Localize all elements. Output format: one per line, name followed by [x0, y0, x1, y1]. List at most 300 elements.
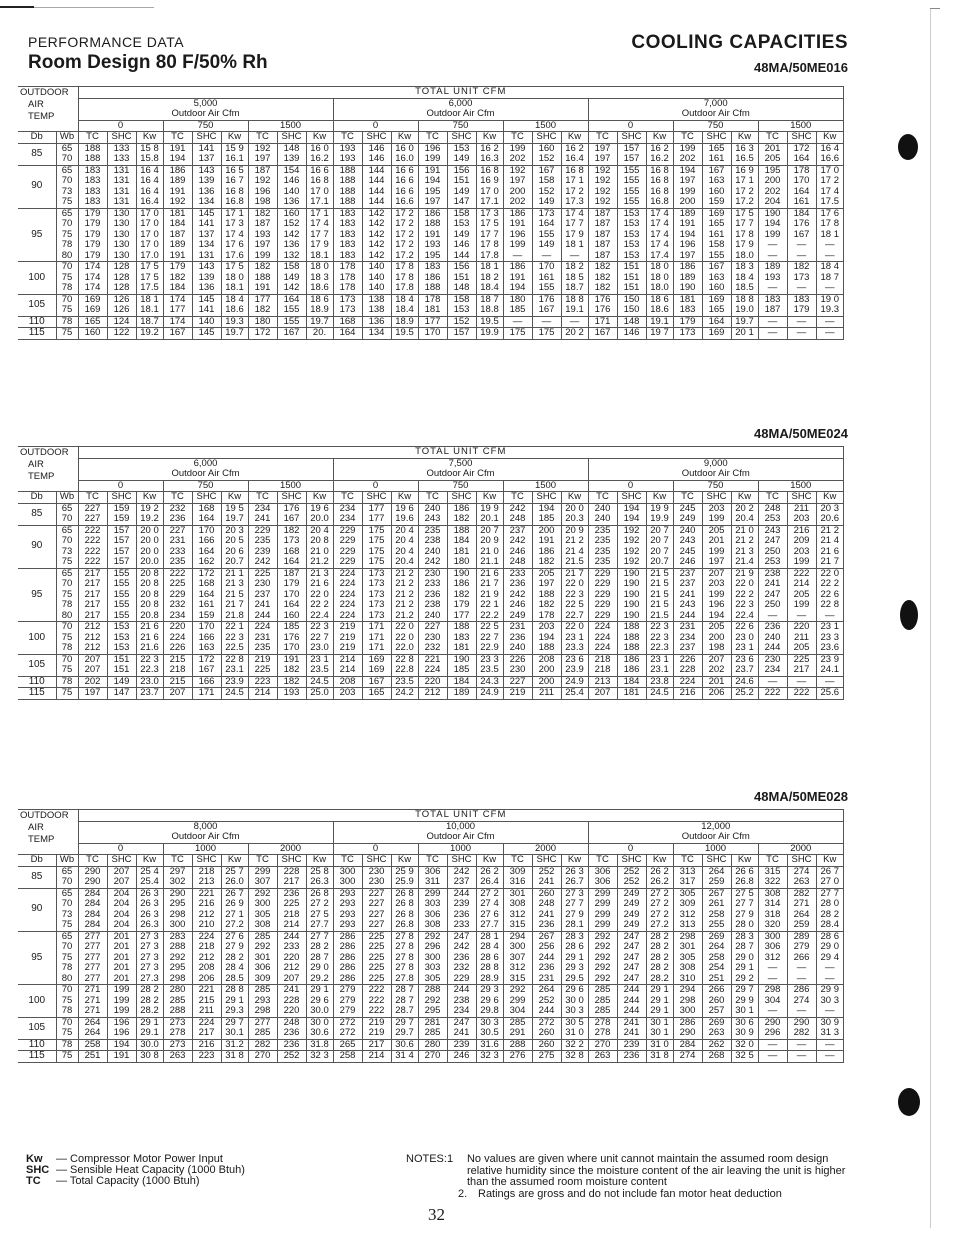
- table-cell: 19.0: [731, 305, 758, 316]
- table-cell: 164: [532, 219, 561, 230]
- table-cell: 20 4: [391, 525, 418, 536]
- table-cell: 280: [163, 985, 192, 996]
- table-cell: 195: [758, 165, 787, 176]
- table-cell: 17 4: [646, 219, 673, 230]
- table-cell: 241: [447, 1028, 476, 1039]
- table-cell: 19.1: [561, 305, 588, 316]
- table-cell: 165: [362, 688, 391, 700]
- table-cell: 194: [532, 633, 561, 644]
- table-cell: 17 2: [391, 208, 418, 219]
- note-2-number: 2.: [458, 1187, 468, 1200]
- table-cell: 256: [532, 942, 561, 953]
- column-header: SHC: [362, 132, 391, 144]
- table-cell: 30 0: [306, 1017, 333, 1028]
- outdoor-air-cfm-value: 0: [588, 843, 673, 855]
- table-cell: 189: [673, 273, 702, 284]
- db-value: 110: [18, 316, 56, 328]
- table-cell: 201: [702, 676, 731, 688]
- table-cell: 292: [588, 931, 617, 942]
- table-cell: 18 0: [221, 273, 248, 284]
- table-cell: 149: [447, 187, 476, 198]
- table-cell: 277: [78, 931, 107, 942]
- table-cell: 28.7: [391, 1006, 418, 1017]
- table-cell: 208: [192, 963, 221, 974]
- table-cell: 17.8: [391, 283, 418, 294]
- table-cell: 16 8: [646, 187, 673, 198]
- table-cell: 214: [333, 654, 362, 665]
- table-cell: 279: [333, 996, 362, 1007]
- table-cell: 187: [588, 208, 617, 219]
- table-cell: 191: [248, 283, 277, 294]
- table-cell: 20 1: [731, 328, 758, 340]
- table-cell: 164: [787, 154, 816, 165]
- table-cell: 16.1: [221, 154, 248, 165]
- table-cell: 25.2: [731, 688, 758, 700]
- table-cell: 222: [78, 547, 107, 558]
- table-cell: 225: [362, 931, 391, 942]
- wb-value: 70: [56, 622, 78, 633]
- table-cell: 153: [617, 219, 646, 230]
- table-cell: 18.6: [306, 283, 333, 294]
- table-cell: 31 4: [391, 1051, 418, 1063]
- table-row: [18, 294, 844, 305]
- table-cell: 199: [503, 240, 532, 251]
- table-cell: 28 6: [816, 931, 843, 942]
- table-cell: 17 8: [391, 262, 418, 273]
- table-cell: 225: [362, 974, 391, 985]
- column-header: SHC: [447, 855, 476, 867]
- table-cell: 222: [787, 688, 816, 700]
- table-cell: 24.5: [306, 676, 333, 688]
- table-cell: 31 3: [816, 1028, 843, 1039]
- table-cell: 197: [503, 176, 532, 187]
- table-cell: 142: [277, 230, 306, 241]
- cooling-table-1: [18, 86, 844, 340]
- column-header: SHC: [787, 132, 816, 144]
- table-cell: 205: [787, 590, 816, 601]
- table-cell: 169: [362, 665, 391, 676]
- column-header: TC: [163, 492, 192, 504]
- table-cell: 190: [673, 283, 702, 294]
- column-header: TC: [588, 855, 617, 867]
- table-cell: 308: [418, 920, 447, 931]
- table-cell: 188: [78, 154, 107, 165]
- table-cell: 172: [192, 654, 221, 665]
- table-cell: 284: [78, 920, 107, 931]
- table-cell: 237: [503, 525, 532, 536]
- table-cell: 255: [702, 920, 731, 931]
- column-header: SHC: [617, 132, 646, 144]
- table-cell: 24.6: [731, 676, 758, 688]
- table-cell: 17 4: [306, 219, 333, 230]
- table-cell: 149: [277, 273, 306, 284]
- table-cell: 194: [617, 503, 646, 514]
- table-cell: 199: [418, 154, 447, 165]
- table-cell: 21 2: [816, 525, 843, 536]
- wb-value: 75: [56, 230, 78, 241]
- table-cell: 155: [107, 579, 136, 590]
- table-row: [18, 643, 844, 654]
- table-cell: 295: [418, 1006, 447, 1017]
- wb-value: 65: [56, 888, 78, 899]
- table-cell: 20 4: [306, 525, 333, 536]
- column-header: SHC: [702, 492, 731, 504]
- table-cell: 224: [588, 643, 617, 654]
- table-cell: 20.3: [561, 514, 588, 525]
- outdoor-air-temp-label: [18, 447, 78, 492]
- table-cell: 16 9: [731, 165, 758, 176]
- table-cell: 186: [617, 654, 646, 665]
- table-cell: 177: [163, 305, 192, 316]
- column-header: TC: [503, 132, 532, 144]
- table-cell: 242: [248, 557, 277, 568]
- table-cell: 164: [192, 547, 221, 558]
- table-cell: 224: [588, 633, 617, 644]
- table-cell: 21 6: [136, 633, 163, 644]
- table-cell: 230: [362, 877, 391, 888]
- table-cell: 21 5: [646, 579, 673, 590]
- table-cell: 293: [333, 888, 362, 899]
- table-cell: —: [758, 1006, 787, 1017]
- table-cell: 308: [248, 920, 277, 931]
- table-cell: 22 2: [306, 600, 333, 611]
- table-cell: 211: [787, 633, 816, 644]
- column-header: TC: [418, 492, 447, 504]
- table-cell: 18.6: [221, 305, 248, 316]
- wb-value: 65: [56, 143, 78, 154]
- table-cell: 299: [588, 920, 617, 931]
- table-cell: 157: [447, 328, 476, 340]
- table-cell: 29.5: [561, 974, 588, 985]
- table-cell: 222: [362, 996, 391, 1007]
- table-cell: 183: [333, 208, 362, 219]
- table-cell: 179: [78, 219, 107, 230]
- outdoor-air-cfm-value: 0: [333, 843, 418, 855]
- table-cell: 164: [277, 557, 306, 568]
- db-value: 110: [18, 676, 56, 688]
- table-cell: 201: [107, 963, 136, 974]
- table-cell: 271: [78, 996, 107, 1007]
- wb-value: 65: [56, 525, 78, 536]
- table-cell: 284: [78, 888, 107, 899]
- table-cell: 212: [192, 910, 221, 921]
- table-cell: —: [758, 611, 787, 622]
- table-cell: 285: [248, 1028, 277, 1039]
- outdoor-air-cfm-value: 0: [333, 480, 418, 492]
- table-cell: 192: [248, 143, 277, 154]
- column-header: TC: [418, 132, 447, 144]
- table-cell: 212: [78, 633, 107, 644]
- table-cell: 183: [78, 197, 107, 208]
- table-cell: 160: [532, 143, 561, 154]
- table-cell: 238: [758, 568, 787, 579]
- table-cell: 191: [163, 143, 192, 154]
- column-header: TC: [758, 132, 787, 144]
- table-cell: 169: [702, 294, 731, 305]
- table-cell: 20.1: [476, 514, 503, 525]
- table-cell: 22 6: [731, 622, 758, 633]
- performance-table: [18, 809, 844, 1063]
- table-cell: 21 6: [306, 579, 333, 590]
- table-cell: 236: [277, 1039, 306, 1051]
- table-cell: 130: [107, 208, 136, 219]
- table-cell: 173: [787, 273, 816, 284]
- right-margin-tick: [930, 8, 940, 9]
- table-cell: 235: [418, 525, 447, 536]
- table-cell: 224: [192, 1017, 221, 1028]
- table-cell: 234: [447, 1006, 476, 1017]
- table-cell: 318: [758, 910, 787, 921]
- table-cell: 27 7: [731, 899, 758, 910]
- table-cell: 167: [532, 165, 561, 176]
- table-cell: 22.4: [731, 611, 758, 622]
- table-cell: 301: [503, 888, 532, 899]
- table-cell: 199: [107, 985, 136, 996]
- table-cell: 247: [447, 931, 476, 942]
- table-cell: 215: [163, 676, 192, 688]
- table-cell: 182: [787, 262, 816, 273]
- table-cell: —: [787, 251, 816, 262]
- table-cell: 236: [503, 579, 532, 590]
- wb-value: 70: [56, 154, 78, 165]
- table-cell: 235: [588, 557, 617, 568]
- table-cell: 27 6: [476, 910, 503, 921]
- table-cell: 161: [192, 600, 221, 611]
- table-cell: 235: [588, 547, 617, 558]
- column-header: TC: [418, 855, 447, 867]
- table-cell: 167: [787, 230, 816, 241]
- wb-value: 70: [56, 579, 78, 590]
- table-cell: 28.4: [816, 920, 843, 931]
- table-cell: 264: [78, 1028, 107, 1039]
- table-cell: 306: [418, 910, 447, 921]
- table-cell: 263: [163, 1051, 192, 1063]
- table-cell: 148: [447, 283, 476, 294]
- table-cell: 23.8: [646, 676, 673, 688]
- db-header: Db: [18, 492, 56, 504]
- table-cell: 21 2: [391, 590, 418, 601]
- table-cell: 245: [673, 547, 702, 558]
- table-cell: 227: [78, 514, 107, 525]
- table-cell: 248: [532, 899, 561, 910]
- table-cell: 29.7: [391, 1028, 418, 1039]
- outdoor-air-cfm-value: 0: [78, 120, 163, 132]
- table-cell: 282: [248, 1039, 277, 1051]
- table-cell: 222: [78, 525, 107, 536]
- table-cell: 201: [107, 974, 136, 985]
- table-cell: 173: [362, 600, 391, 611]
- table-cell: 283: [163, 931, 192, 942]
- table-cell: 18 3: [731, 262, 758, 273]
- table-cell: 136: [362, 316, 391, 328]
- table-cell: 22 8: [221, 654, 248, 665]
- table-cell: 18 4: [221, 294, 248, 305]
- table-cell: 222: [362, 985, 391, 996]
- table-cell: 249: [503, 611, 532, 622]
- table-cell: 236: [447, 910, 476, 921]
- table-cell: 179: [78, 240, 107, 251]
- table-cell: 205: [702, 525, 731, 536]
- table-cell: 259: [702, 877, 731, 888]
- table-cell: 31.6: [476, 1039, 503, 1051]
- table-cell: 292: [248, 888, 277, 899]
- table-cell: —: [787, 1039, 816, 1051]
- table-cell: 272: [532, 1017, 561, 1028]
- table-cell: 18 0: [646, 273, 673, 284]
- table-cell: 173: [333, 294, 362, 305]
- table-cell: 225: [248, 568, 277, 579]
- table-cell: 214: [362, 1051, 391, 1063]
- table-cell: 19 0: [816, 294, 843, 305]
- table-cell: 21 1: [221, 568, 248, 579]
- table-cell: 190: [617, 611, 646, 622]
- table-cell: 173: [362, 579, 391, 590]
- table-cell: 23.0: [136, 676, 163, 688]
- table-cell: 229: [248, 525, 277, 536]
- table-cell: 20 7: [646, 536, 673, 547]
- table-cell: 285: [163, 996, 192, 1007]
- table-cell: —: [816, 1006, 843, 1017]
- table-cell: 17 2: [731, 187, 758, 198]
- table-cell: 26 8: [391, 888, 418, 899]
- table-cell: 271: [78, 1006, 107, 1017]
- table-cell: 229: [588, 611, 617, 622]
- table-cell: 263: [588, 1051, 617, 1063]
- table-cell: 22 3: [136, 654, 163, 665]
- outdoor-air-cfm-value: 0: [588, 120, 673, 132]
- table-cell: 21 5: [646, 568, 673, 579]
- table-cell: 149: [447, 154, 476, 165]
- wb-value: 78: [56, 676, 78, 688]
- table-cell: 322: [758, 877, 787, 888]
- table-cell: 183: [333, 230, 362, 241]
- table-cell: 21.6: [136, 643, 163, 654]
- table-cell: 19.7: [221, 514, 248, 525]
- table-cell: 191: [418, 230, 447, 241]
- table-cell: 293: [333, 899, 362, 910]
- table-cell: 20 8: [136, 590, 163, 601]
- table-cell: 30 9: [816, 1017, 843, 1028]
- table-cell: 27 6: [221, 931, 248, 942]
- column-header: TC: [758, 855, 787, 867]
- table-cell: 16.6: [816, 154, 843, 165]
- column-header: Kw: [476, 855, 503, 867]
- wb-value: 65: [56, 568, 78, 579]
- table-cell: 244: [447, 888, 476, 899]
- table-cell: 270: [248, 1051, 277, 1063]
- table-cell: 27.2: [221, 920, 248, 931]
- table-cell: 134: [192, 197, 221, 208]
- table-cell: 24.5: [646, 688, 673, 700]
- table-cell: 244: [673, 611, 702, 622]
- table-cell: 17 6: [221, 240, 248, 251]
- table-cell: 253: [758, 557, 787, 568]
- table-cell: 25 4: [136, 866, 163, 877]
- table-row: [18, 931, 844, 942]
- table-cell: 130: [107, 230, 136, 241]
- table-cell: 188: [418, 219, 447, 230]
- table-cell: 18 1: [476, 262, 503, 273]
- table-cell: 130: [107, 251, 136, 262]
- column-header: TC: [758, 492, 787, 504]
- table-cell: 187: [277, 568, 306, 579]
- column-header: Kw: [391, 855, 418, 867]
- table-cell: 214: [277, 920, 306, 931]
- table-cell: 286: [333, 963, 362, 974]
- table-cell: 15 8: [136, 143, 163, 154]
- room-design-title: Room Design 80 F/50% Rh: [28, 52, 268, 73]
- table-cell: 229: [588, 600, 617, 611]
- table-cell: 251: [78, 1051, 107, 1063]
- wb-value: 78: [56, 1039, 78, 1051]
- table-cell: 193: [418, 240, 447, 251]
- table-cell: 299: [588, 888, 617, 899]
- table-cell: 202: [702, 665, 731, 676]
- table-cell: 178: [333, 262, 362, 273]
- table-cell: 247: [447, 1017, 476, 1028]
- table-cell: 169: [702, 208, 731, 219]
- table-cell: 18 1: [136, 294, 163, 305]
- table-cell: 22 0: [561, 622, 588, 633]
- table-cell: 18 6: [646, 294, 673, 305]
- table-cell: —: [787, 1006, 816, 1017]
- table-cell: 296: [418, 942, 447, 953]
- table-cell: 22 3: [221, 633, 248, 644]
- table-cell: 312: [758, 953, 787, 964]
- table-cell: 26.8: [391, 920, 418, 931]
- table-cell: 231: [503, 622, 532, 633]
- table-cell: 179: [277, 579, 306, 590]
- table-cell: 192: [617, 536, 646, 547]
- outdoor-air-temp-label: [18, 87, 78, 132]
- table-cell: 21 3: [306, 568, 333, 579]
- table-cell: 26.8: [731, 877, 758, 888]
- table-cell: 151: [617, 283, 646, 294]
- wb-value: 70: [56, 1017, 78, 1028]
- table-cell: 286: [333, 974, 362, 985]
- table-cell: 155: [107, 568, 136, 579]
- table-cell: 258: [702, 953, 731, 964]
- table-cell: 243: [758, 525, 787, 536]
- table-cell: 166: [192, 536, 221, 547]
- table-cell: 144: [447, 251, 476, 262]
- table-cell: 16 6: [391, 165, 418, 176]
- table-cell: 19 5: [221, 503, 248, 514]
- table-cell: 208: [532, 654, 561, 665]
- table-cell: 23.1: [221, 665, 248, 676]
- table-cell: 19.6: [391, 514, 418, 525]
- table-cell: 29.8: [476, 1006, 503, 1017]
- table-cell: 241: [532, 910, 561, 921]
- wb-value: 70: [56, 262, 78, 273]
- table-cell: 175: [362, 536, 391, 547]
- table-cell: 22.2: [476, 611, 503, 622]
- legend-tc: TC — Total Capacity (1000 Btuh): [26, 1175, 200, 1187]
- table-cell: 252: [532, 996, 561, 1007]
- table-cell: 292: [588, 953, 617, 964]
- table-cell: 19 6: [306, 503, 333, 514]
- table-cell: 21 6: [136, 622, 163, 633]
- table-cell: 22 3: [646, 622, 673, 633]
- table-cell: 209: [787, 536, 816, 547]
- table-cell: 275: [532, 1051, 561, 1063]
- table-cell: 19.3: [816, 305, 843, 316]
- table-cell: 303: [418, 899, 447, 910]
- table-cell: 157: [107, 547, 136, 558]
- table-cell: 181: [673, 294, 702, 305]
- table-cell: 31 8: [221, 1051, 248, 1063]
- column-header: Kw: [221, 132, 248, 144]
